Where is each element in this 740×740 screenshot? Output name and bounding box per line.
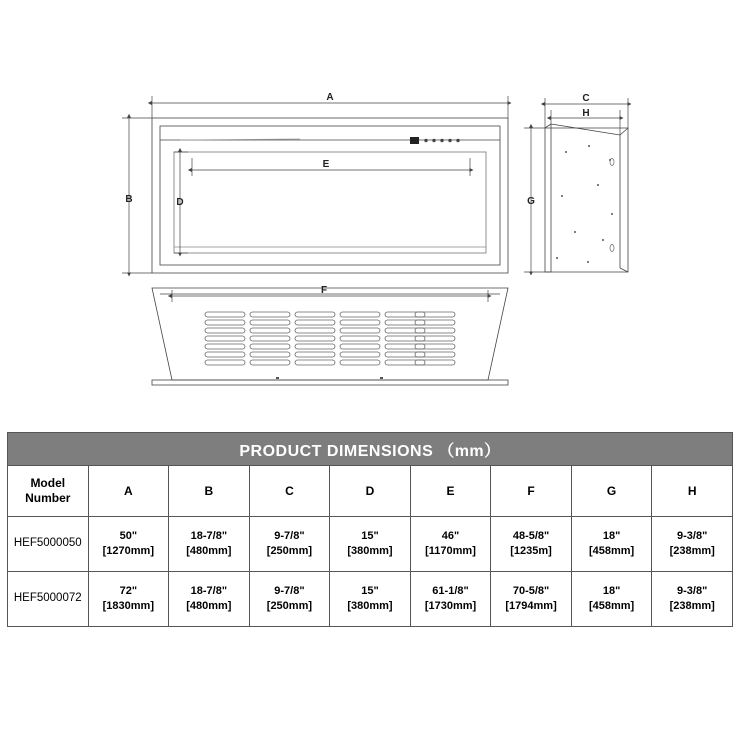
dim-label-e: E [322, 159, 330, 170]
cell-d-inch: 15" [361, 530, 379, 543]
dim-label-c: C [582, 93, 590, 104]
table-row [8, 572, 733, 627]
cell-model: HEF5000050 [8, 517, 89, 572]
cell-b-inch: 18-7/8" [190, 585, 228, 598]
cell-a-mm: [1830mm] [102, 600, 154, 612]
table-title-row [8, 433, 733, 466]
cell-model: HEF5000072 [8, 572, 89, 627]
cell-a-mm: [1270mm] [102, 545, 154, 557]
cell-d [330, 517, 411, 572]
cell-e [410, 572, 491, 627]
cell-d-mm: [380mm] [347, 545, 393, 557]
cell-h-inch: 9-3/8" [677, 530, 708, 543]
column-header-g: G [571, 466, 652, 517]
cell-b-mm: [480mm] [186, 545, 232, 557]
dim-label-d: D [176, 197, 184, 208]
column-header-d: D [330, 466, 411, 517]
cell-b-mm: [480mm] [186, 600, 232, 612]
cell-f [491, 517, 572, 572]
cell-c-inch: 9-7/8" [274, 585, 305, 598]
cell-c [249, 517, 330, 572]
cell-g-inch: 18" [602, 530, 621, 543]
cell-c-inch: 9-7/8" [274, 530, 305, 543]
table-header-row [8, 466, 733, 517]
column-header-e: E [410, 466, 491, 517]
dim-label-a: A [326, 92, 334, 103]
dim-label-f: F [320, 285, 328, 296]
cell-c-mm: [250mm] [266, 545, 313, 557]
cell-e [410, 517, 491, 572]
dim-label-g: G [527, 196, 535, 207]
column-header-h: H [652, 466, 733, 517]
cell-f-inch: 70-5/8" [512, 585, 550, 598]
dim-label-b: B [125, 194, 133, 205]
cell-g-mm: [458mm] [588, 600, 635, 612]
column-header-f: F [491, 466, 572, 517]
cell-h-mm: [238mm] [669, 600, 715, 612]
cell-a-inch: 50" [119, 530, 138, 543]
cell-f [491, 572, 572, 627]
cell-c-mm: [250mm] [266, 600, 313, 612]
table-title: PRODUCT DIMENSIONS （mm） [8, 433, 733, 466]
column-header-c: C [249, 466, 330, 517]
cell-b [169, 572, 250, 627]
cell-e-inch: 46" [441, 530, 460, 543]
cell-b-inch: 18-7/8" [190, 530, 228, 543]
cell-h-inch: 9-3/8" [677, 585, 708, 598]
cell-c [249, 572, 330, 627]
cell-d [330, 572, 411, 627]
cell-f-mm: [1235m] [510, 545, 552, 557]
cell-e-mm: [1730mm] [424, 600, 477, 612]
column-header-model [8, 466, 89, 517]
column-header-model-line1: Model [30, 476, 66, 490]
cell-f-mm: [1794mm] [505, 600, 557, 612]
product-dimensions-table [7, 432, 733, 627]
cell-h [652, 517, 733, 572]
column-header-model-line2: Number [25, 491, 71, 505]
cell-a [88, 517, 169, 572]
cell-g-inch: 18" [602, 585, 621, 598]
cell-h [652, 572, 733, 627]
cell-e-mm: [1170mm] [425, 545, 476, 557]
cell-h-mm: [238mm] [669, 545, 715, 557]
column-header-b: B [169, 466, 250, 517]
cell-g [571, 517, 652, 572]
column-header-a: A [88, 466, 169, 517]
cell-a-inch: 72" [119, 585, 138, 598]
cell-d-mm: [380mm] [347, 600, 393, 612]
cell-e-inch: 61-1/8" [432, 585, 469, 598]
cell-g-mm: [458mm] [588, 545, 635, 557]
table-row [8, 517, 733, 572]
dim-label-h: H [582, 108, 590, 119]
cell-d-inch: 15" [361, 585, 379, 598]
cell-f-inch: 48-5/8" [512, 530, 550, 543]
cell-a [88, 572, 169, 627]
cell-b [169, 517, 250, 572]
cell-g [571, 572, 652, 627]
